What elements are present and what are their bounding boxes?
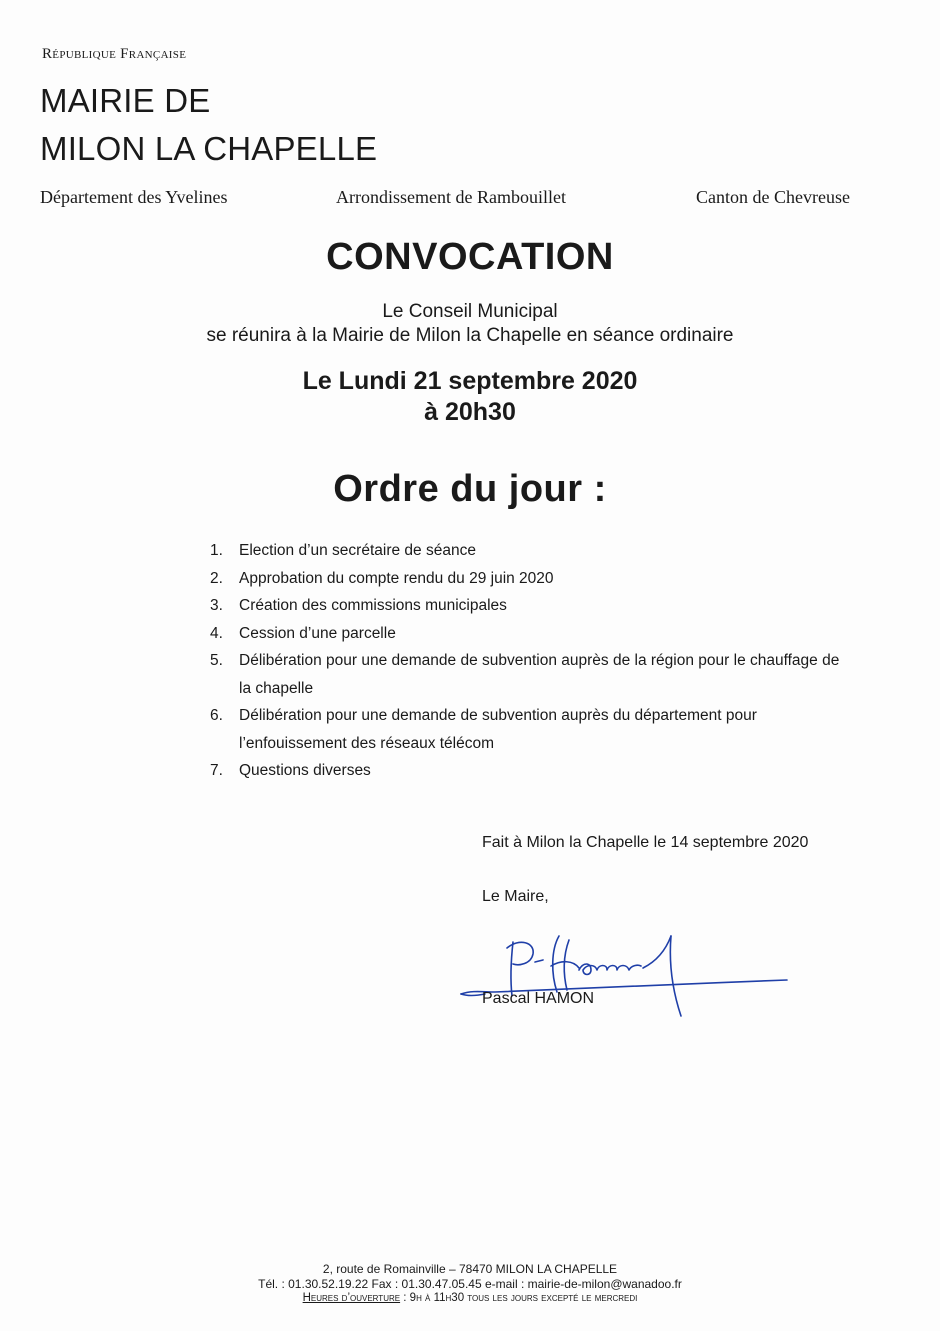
footer-hours-text: : 9h à 11h30 tous les jours excepté le mercredi — [400, 1292, 638, 1304]
footer-address: 2, route de Romainville – 78470 MILON LA CHAPELLE — [322, 1262, 618, 1276]
departement-label: Département des Yvelines — [40, 187, 228, 207]
agenda-item — [205, 620, 845, 648]
agenda-item-text: Election d’un secrétaire de séance — [239, 542, 476, 559]
meeting-time: à 20h30 — [424, 398, 516, 426]
footer-hours-label: Heures d’ouverture — [302, 1292, 401, 1304]
maire-name: Pascal HAMON — [482, 990, 595, 1007]
agenda-item — [205, 757, 845, 785]
agenda-item-text: Approbation du compte rendu du 29 juin 2020 — [239, 569, 554, 587]
agenda-item — [205, 565, 845, 593]
agenda-item-number: 5. — [210, 652, 223, 669]
document-title: CONVOCATION — [326, 236, 614, 278]
intro-line1: Le Conseil Municipal — [382, 301, 558, 322]
canton-label: Canton de Chevreuse — [696, 187, 850, 207]
footer-contact: Tél. : 01.30.52.19.22 Fax : 01.30.47.05.45 e-mail : mairie-de-milon@wanadoo.fr — [258, 1277, 682, 1291]
agenda-item — [205, 702, 845, 757]
agenda-item-text: Questions diverses — [239, 762, 371, 779]
agenda-item-text: Cession d’une parcelle — [239, 624, 396, 642]
signed-at-line: Fait à Milon la Chapelle le 14 septembre 2020 — [482, 834, 809, 851]
mairie-title-line2: MILON LA CHAPELLE — [40, 130, 378, 167]
meeting-date: Le Lundi 21 septembre 2020 — [302, 367, 638, 395]
agenda-item — [205, 647, 845, 702]
agenda-item-number: 4. — [210, 624, 223, 642]
agenda-item-text: Création des commissions municipales — [239, 597, 507, 614]
agenda-item-number: 6. — [210, 707, 223, 724]
agenda-title: Ordre du jour : — [333, 468, 607, 510]
agenda-item — [205, 592, 845, 620]
mairie-title-line1: MAIRIE DE — [40, 82, 211, 119]
agenda-item-number: 7. — [210, 762, 223, 779]
agenda-item-text: Délibération pour une demande de subvention auprès du département pour l’enfouissement des réseaux télécom — [239, 707, 757, 752]
maire-role-label: Le Maire, — [482, 888, 549, 905]
agenda-item — [205, 537, 845, 565]
arrondissement-label: Arrondissement de Rambouillet — [336, 187, 566, 207]
republique-heading: République Française — [42, 46, 187, 62]
agenda-item-number: 1. — [210, 542, 223, 559]
footer-hours — [0, 1292, 940, 1304]
agenda-item-text: Délibération pour une demande de subvention auprès de la région pour le chauffage de la chapelle — [239, 652, 840, 697]
intro-line2: se réunira à la Mairie de Milon la Chapelle en séance ordinaire — [206, 325, 734, 346]
agenda-item-number: 3. — [210, 597, 223, 614]
agenda-list — [205, 537, 845, 785]
agenda-item-number: 2. — [210, 569, 223, 587]
